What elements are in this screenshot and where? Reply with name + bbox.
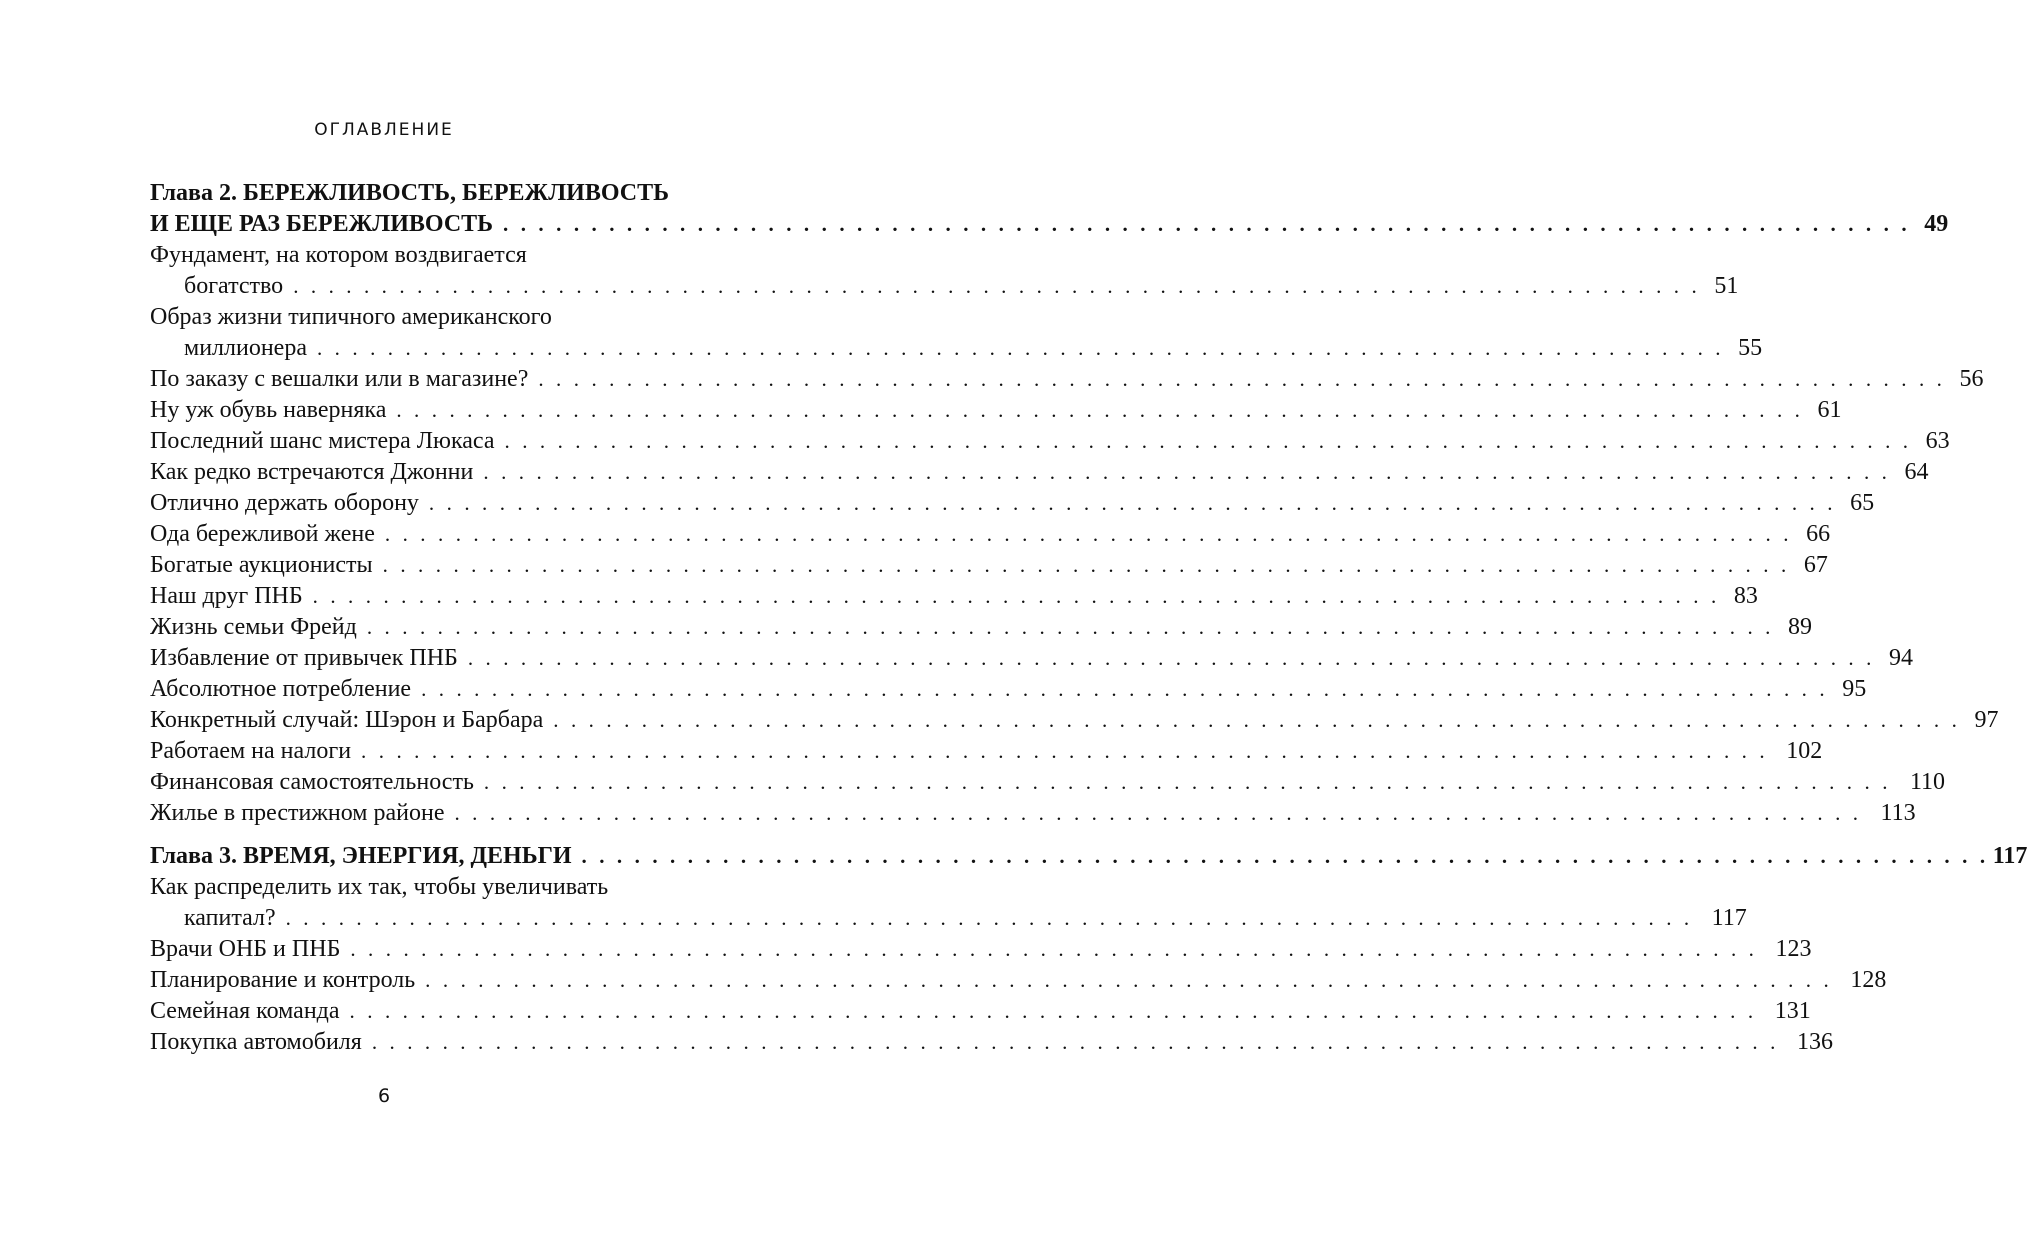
toc-entry-page: 131 (1774, 998, 1811, 1024)
toc-entry (150, 736, 1823, 767)
toc-entry-page: 128 (1850, 967, 1887, 993)
leader-dots: . . . . . . . . . . . . . . . . . . . . . . . . . . . . . . . . . . . . . . . . . . . . . . . . . . . . . . . . . . . . . . . . . . . . . . . . . . . . . . . . (553, 708, 1961, 732)
leader-dots: . . . . . . . . . . . . . . . . . . . . . . . . . . . . . . . . . . . . . . . . . . . . . . . . . . . . . . . . . . . . . . . . . . . . . . . . . . . . . . . . (384, 522, 1793, 546)
toc-entry-title: Отлично держать оборону (150, 490, 419, 516)
spacer (150, 829, 672, 841)
toc-entry (150, 1027, 1833, 1058)
toc-entry (150, 705, 1999, 736)
toc-entry-title: Врачи ОНБ и ПНБ (150, 936, 341, 962)
toc-entry-title: Избавление от привычек ПНБ (150, 645, 458, 671)
toc-entry (150, 643, 1913, 674)
leader-dots: . . . . . . . . . . . . . . . . . . . . . . . . . . . . . . . . . . . . . . . . . . . . . . . . . . . . . . . . . . . . . . . . . . . . . . . . . . . . . . . . (285, 906, 1693, 930)
chapter-2-title-text: И ЕЩЕ РАЗ БЕРЕЖЛИВОСТЬ (150, 211, 494, 237)
toc-entry-title: Абсолютное потребление (150, 676, 412, 702)
chapter-2-entries (150, 240, 1999, 829)
leader-dots: . . . . . . . . . . . . . . . . . . . . . . . . . . . . . . . . . . . . . . . . . . . . . . . . . . . . . . . . . . . . . . . . . . . . . . . . . . . . . . . . (396, 398, 1804, 422)
toc-entry (150, 488, 1875, 519)
toc-entry-title: Ну уж обувь наверняка (150, 397, 387, 423)
leader-dots: . . . . . . . . . . . . . . . . . . . . . . . . . . . . . . . . . . . . . . . . . . . . . . . . . . . . . . . . . . . . . . . . . . . . . . . . . . . . . . . . (454, 801, 1862, 825)
toc-entry (150, 333, 1763, 364)
toc-entry-title: По заказу с вешалки или в магазине? (150, 366, 529, 392)
toc-entry (150, 996, 1811, 1027)
toc-entry-title: Покупка автомобиля (150, 1029, 362, 1055)
toc-entry-title: Последний шанс мистера Люкаса (150, 428, 495, 454)
table-of-contents (150, 178, 2027, 1058)
toc-entry (150, 798, 1916, 829)
toc-entry-page: 89 (1788, 614, 1813, 640)
leader-dots: . . . . . . . . . . . . . . . . . . . . . . . . . . . . . . . . . . . . . . . . . . . . . . . . . . . . . . . . . . . . . . . . . . . . . . . . . . . . . . . . (371, 1030, 1779, 1054)
chapter-2-title-line2 (150, 209, 1949, 240)
toc-entry (150, 457, 1929, 488)
toc-entry (150, 903, 1747, 934)
toc-entry (150, 364, 1984, 395)
toc-entry (150, 519, 1831, 550)
toc-entry-page: 95 (1842, 676, 1867, 702)
toc-entry-page: 83 (1733, 583, 1758, 609)
leader-dots: . . . . . . . . . . . . . . . . . . . . . . . . . . . . . . . . . . . . . . . . . . . . . . . . . . . . . . . . . . . . . . . . . . . . . . . . . . . . . . . . (467, 646, 1875, 670)
toc-entry (150, 767, 1946, 798)
toc-entry-page: 123 (1775, 936, 1812, 962)
toc-entry-page: 61 (1817, 397, 1842, 423)
toc-entry-title: Как редко встречаются Джонни (150, 459, 474, 485)
chapter-2-title-line1: Глава 2. БЕРЕЖЛИВОСТЬ, БЕРЕЖЛИВОСТЬ (150, 180, 669, 206)
toc-entry (150, 965, 1887, 996)
chapter-3-title-text: Глава 3. ВРЕМЯ, ЭНЕРГИЯ, ДЕНЬГИ (150, 843, 572, 869)
toc-entry-title: Семейная команда (150, 998, 340, 1024)
toc-entry-page: 102 (1786, 738, 1823, 764)
toc-entry (150, 612, 1813, 643)
leader-dots: . . . . . . . . . . . . . . . . . . . . . . . . . . . . . . . . . . . . . . . . . . . . . . . . . . . . . . . . . . . . . . . . . . . . . . . . . . . . . . . . (312, 584, 1720, 608)
toc-entry-page: 97 (1974, 707, 1999, 733)
toc-entry-page: 66 (1806, 521, 1831, 547)
toc-entry-page: 94 (1888, 645, 1913, 671)
leader-dots: . . . . . . . . . . . . . . . . . . . . . . . . . . . . . . . . . . . . . . . . . . . . . . . . . . . . . . . . . . . . . . . . . . . . . . . . . . . . . . . . (350, 937, 1758, 961)
toc-entry-title: Планирование и контроль (150, 967, 416, 993)
toc-entry (150, 934, 1812, 965)
toc-entry-page: 63 (1925, 428, 1950, 454)
leader-dots: . . . . . . . . . . . . . . . . . . . . . . . . . . . . . . . . . . . . . . . . . . . . . . . . . . . . . . . . . . . . . . . . . . . . . . . . . . . . . . . . (504, 429, 1912, 453)
toc-entry-title: Ода бережливой жене (150, 521, 375, 547)
toc-entry-first-line (150, 302, 672, 333)
page-number: 6 (377, 1085, 391, 1107)
leader-dots: . . . . . . . . . . . . . . . . . . . . . . . . . . . . . . . . . . . . . . . . . . . . . . . . . . . . . . . . . . . . . . . . . . . . . . . . . . . . . . . . (382, 553, 1790, 577)
toc-entry-title: Жилье в престижном районе (150, 800, 445, 826)
toc-entry-title: Фундамент, на котором воздвигается (150, 242, 527, 268)
toc-entry-page: 110 (1909, 769, 1946, 795)
toc-entry-title: Работаем на налоги (150, 738, 352, 764)
leader-dots: . . . . . . . . . . . . . . . . . . . . . . . . . . . . . . . . . . . . . . . . . . . . . . . . . . . . . . . . . . . . . . . . . . . . . . . . . . . . . . . . (361, 739, 1769, 763)
toc-entry-page: 136 (1796, 1029, 1833, 1055)
toc-entry-title: Богатые аукционисты (150, 552, 373, 578)
toc-entry-page: 51 (1714, 273, 1739, 299)
leader-dots: . . . . . . . . . . . . . . . . . . . . . . . . . . . . . . . . . . . . . . . . . . . . . . . . . . . . . . . . . . . . . . . . . . . . . . . . . . . . . . . . (483, 460, 1891, 484)
toc-entry-first-line (150, 872, 672, 903)
leader-dots: . . . . . . . . . . . . . . . . . . . . . . . . . . . . . . . . . . . . . . . . . . . . . . . . . . . . . . . . . . . . . . . . . . . . . . . . . . . . . . . . (421, 677, 1829, 701)
leader-dots: . . . . . . . . . . . . . . . . . . . . . . . . . . . . . . . . . . . . . . . . . . . . . . . . . . . . . . . . . . . . . . . . . . . . . . . . . . . . . . . . (483, 770, 1892, 794)
toc-entry-title: Финансовая самостоятельность (150, 769, 474, 795)
toc-entry-page: 65 (1850, 490, 1875, 516)
toc-entry-page: 113 (1880, 800, 1916, 826)
leader-dots: . . . . . . . . . . . . . . . . . . . . . . . . . . . . . . . . . . . . . . . . . . . . . . . . . . . . . . . . . . . . . . . . . . . . . . . . . . . . . . . . (581, 844, 1989, 868)
toc-entry (150, 581, 1758, 612)
toc-entry-title: Как распределить их так, чтобы увеличивать (150, 874, 609, 900)
chapter-3-entries (150, 872, 1887, 1058)
toc-entry-title: миллионера (184, 335, 307, 361)
toc-entry-title: Наш друг ПНБ (150, 583, 303, 609)
toc-entry-page: 55 (1738, 335, 1763, 361)
toc-entry-title: Жизнь семьи Фрейд (150, 614, 357, 640)
toc-entry-page: 56 (1959, 366, 1984, 392)
toc-entry (150, 271, 1739, 302)
page-header: ОГЛАВЛЕНИЕ (314, 120, 454, 140)
toc-entry (150, 674, 1867, 705)
toc-entry-page: 67 (1803, 552, 1828, 578)
toc-entry-title: капитал? (184, 905, 276, 931)
leader-dots: . . . . . . . . . . . . . . . . . . . . . . . . . . . . . . . . . . . . . . . . . . . . . . . . . . . . . . . . . . . . . . . . . . . . . . . . . . . . . . . . (349, 999, 1757, 1023)
leader-dots: . . . . . . . . . . . . . . . . . . . . . . . . . . . . . . . . . . . . . . . . . . . . . . . . . . . . . . . . . . . . . . . . . . . . . . . . . . . . . . . . (366, 615, 1775, 639)
chapter-2-page: 49 (1924, 211, 1949, 237)
leader-dots: . . . . . . . . . . . . . . . . . . . . . . . . . . . . . . . . . . . . . . . . . . . . . . . . . . . . . . . . . . . . . . . . . . . . . . . . . . . . . . . . (503, 212, 1911, 236)
chapter-3-page: 117 (1992, 843, 2027, 869)
chapter-3-title (150, 841, 2027, 872)
leader-dots: . . . . . . . . . . . . . . . . . . . . . . . . . . . . . . . . . . . . . . . . . . . . . . . . . . . . . . . . . . . . . . . . . . . . . . . . . . . . . . . . (538, 367, 1946, 391)
toc-entry-first-line (150, 240, 672, 271)
toc-entry-title: Образ жизни типичного американского (150, 304, 552, 330)
toc-entry-page: 64 (1904, 459, 1929, 485)
leader-dots: . . . . . . . . . . . . . . . . . . . . . . . . . . . . . . . . . . . . . . . . . . . . . . . . . . . . . . . . . . . . . . . . . . . . . . . . . . . . . . . . (316, 336, 1725, 360)
toc-entry-title: богатство (184, 273, 284, 299)
leader-dots: . . . . . . . . . . . . . . . . . . . . . . . . . . . . . . . . . . . . . . . . . . . . . . . . . . . . . . . . . . . . . . . . . . . . . . . . . . . . . . . . (425, 968, 1833, 992)
toc-entry (150, 395, 1842, 426)
leader-dots: . . . . . . . . . . . . . . . . . . . . . . . . . . . . . . . . . . . . . . . . . . . . . . . . . . . . . . . . . . . . . . . . . . . . . . . . . . . . . . . . (428, 491, 1837, 515)
leader-dots: . . . . . . . . . . . . . . . . . . . . . . . . . . . . . . . . . . . . . . . . . . . . . . . . . . . . . . . . . . . . . . . . . . . . . . . . . . . . . . . . (293, 274, 1701, 298)
toc-entry (150, 550, 1828, 581)
toc-entry-page: 117 (1711, 905, 1747, 931)
toc-entry (150, 426, 1950, 457)
toc-entry-title: Конкретный случай: Шэрон и Барбара (150, 707, 544, 733)
